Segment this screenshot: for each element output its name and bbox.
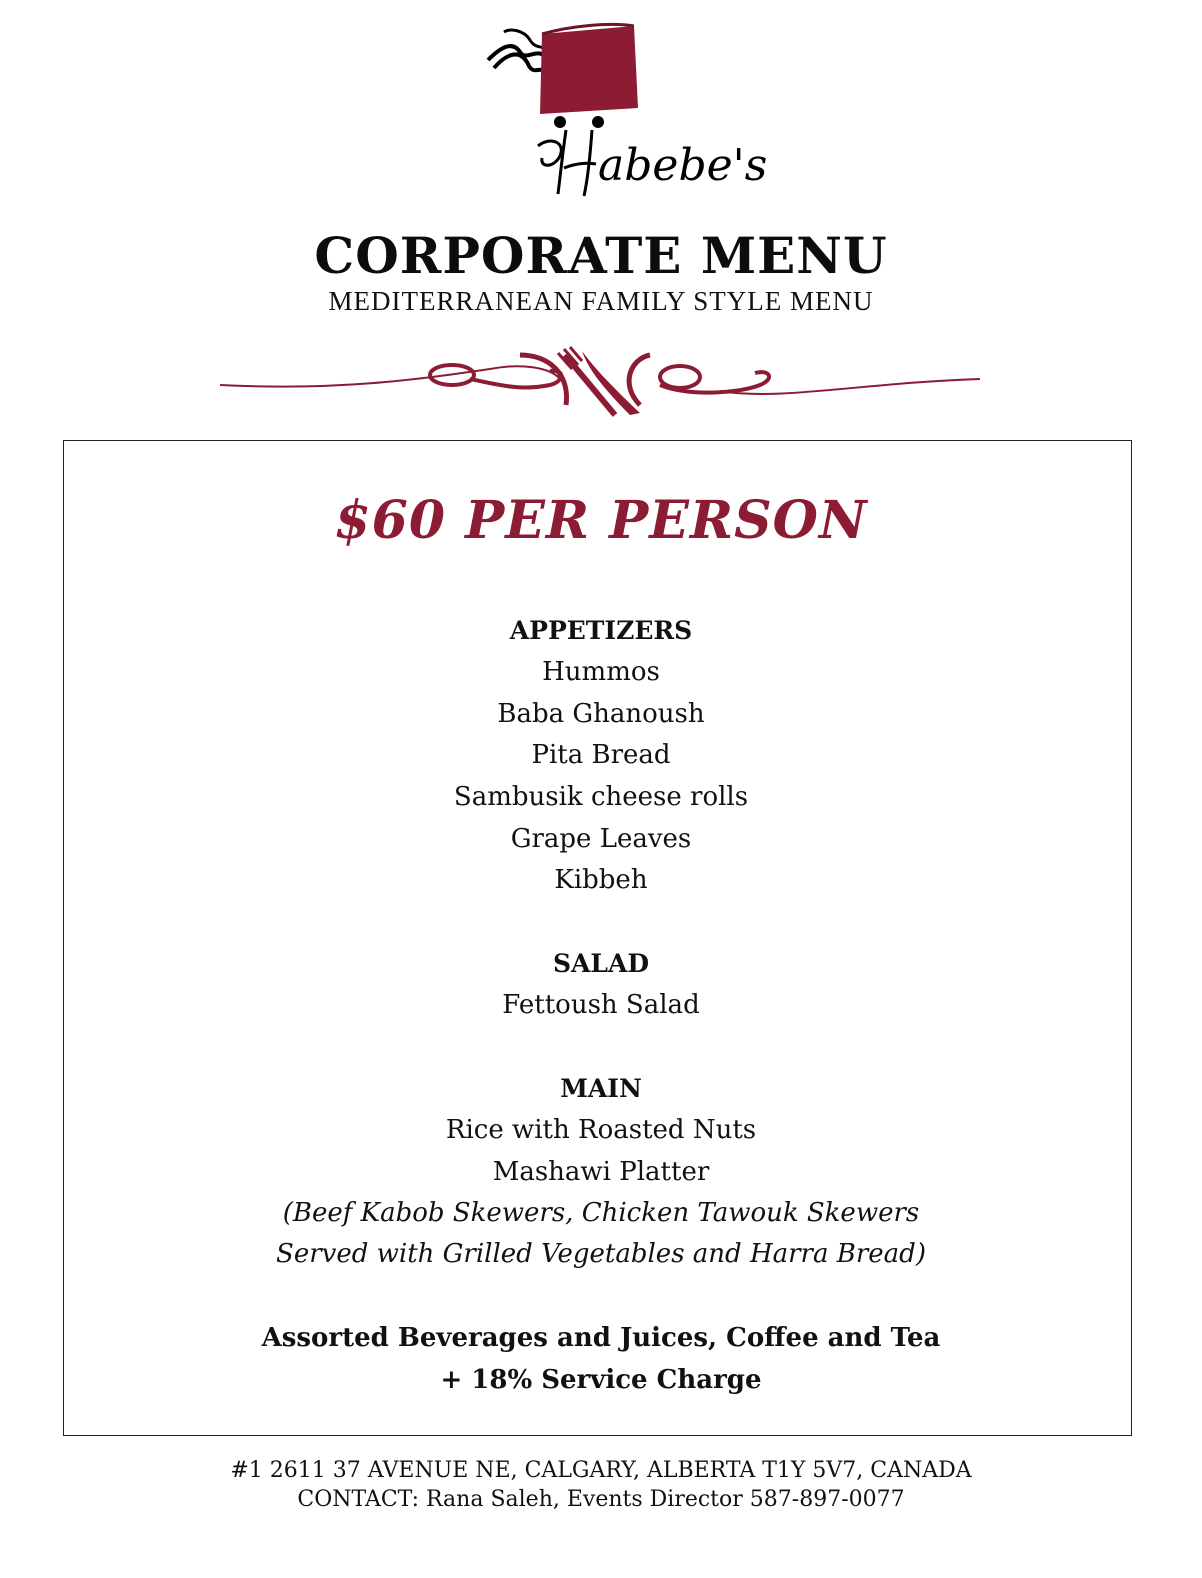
fork-knife-flourish-icon [220, 345, 980, 425]
extras-section [0, 1317, 1202, 1401]
menu-item: Hummos [542, 657, 660, 687]
contact: CONTACT: Rana Saleh, Events Director 587-897-0077 [297, 1487, 905, 1512]
page-title: CORPORATE MENU [314, 226, 888, 285]
page-subtitle: MEDITERRANEAN FAMILY STYLE MENU [328, 286, 874, 316]
menu-item: Fettoush Salad [502, 990, 700, 1020]
beverages-line: Assorted Beverages and Juices, Coffee and Tea [261, 1323, 941, 1353]
address: #1 2611 37 AVENUE NE, CALGARY, ALBERTA T1Y 5V7, CANADA [230, 1458, 972, 1483]
menu-item-note: Served with Grilled Vegetables and Harra Bread) [276, 1239, 926, 1270]
section-heading: APPETIZERS [509, 616, 693, 645]
menu-item: Sambusik cheese rolls [453, 782, 749, 813]
menu-frame [63, 440, 1132, 1436]
footer [0, 1456, 1202, 1514]
price-heading: $60 PER PERSON [334, 490, 868, 551]
main-section [0, 1068, 1202, 1275]
menu-item: Kibbeh [554, 865, 648, 896]
menu-item: Mashawi Platter [492, 1156, 710, 1187]
appetizers-section [0, 610, 1202, 902]
service-charge-line: + 18% Service Charge [440, 1365, 762, 1395]
fez-hat-logo [480, 18, 768, 203]
menu-item: Baba Ghanoush [497, 698, 705, 729]
menu-item: Grape Leaves [510, 823, 692, 854]
svg-text:abebe's: abebe's [598, 140, 768, 191]
menu-item: Pita Bread [531, 740, 671, 771]
section-heading: MAIN [560, 1074, 642, 1103]
menu-item-note: (Beef Kabob Skewers, Chicken Tawouk Skewers [282, 1198, 920, 1229]
section-heading: SALAD [552, 949, 650, 978]
salad-section [0, 943, 1202, 1027]
restaurant-logo [480, 18, 768, 203]
menu-item: Rice with Roasted Nuts [445, 1115, 757, 1145]
